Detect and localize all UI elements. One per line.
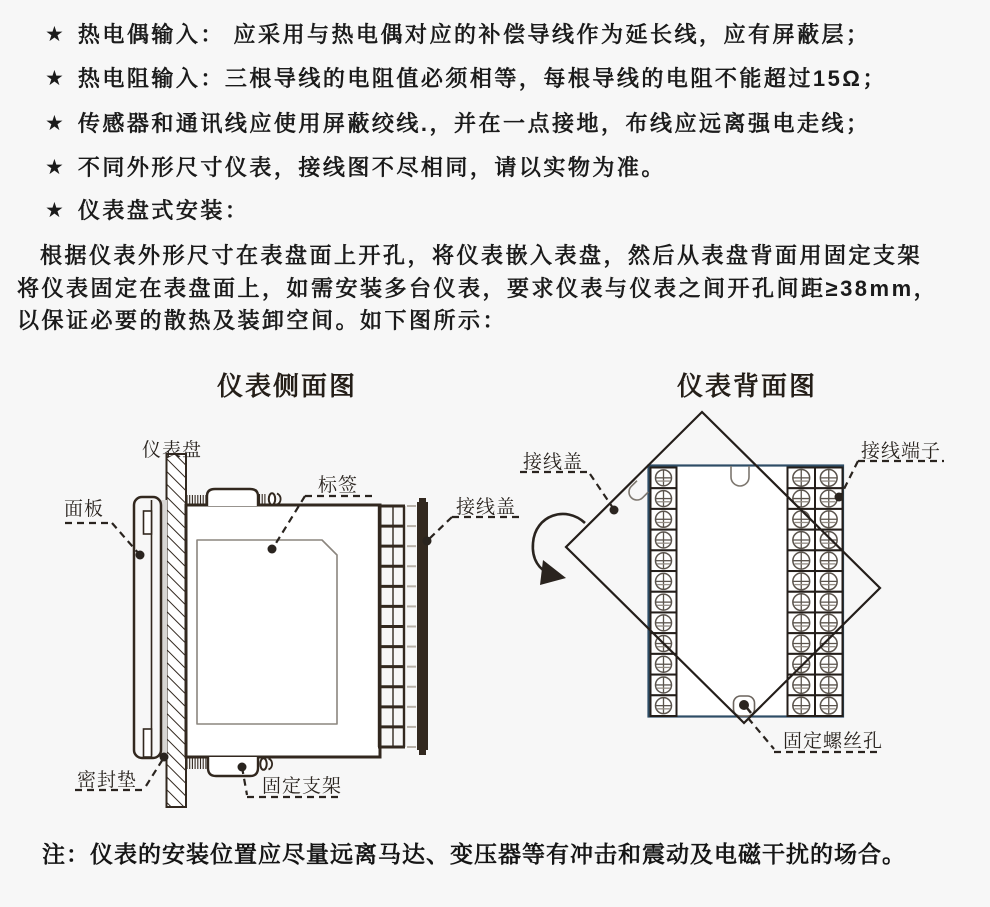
bullet-text: 热电阻输入：三根导线的电阻值必须相等，每根导线的电阻不能超过15Ω；	[77, 66, 887, 91]
bezel-clip-top	[144, 511, 152, 534]
label-gasket: 密封垫	[77, 770, 138, 791]
cover-bar-nub-bottom	[419, 750, 426, 755]
terminal-column-left	[651, 468, 677, 717]
bottom-screw-tip	[269, 759, 273, 770]
back-view-figure	[520, 412, 944, 752]
bullet-text: 仪表盘式安装：	[77, 198, 250, 223]
label-tag: 标签	[318, 475, 359, 496]
star-bullet-icon: ★	[45, 199, 64, 222]
top-bracket-screw-thread	[260, 494, 265, 505]
star-bullet-icon: ★	[45, 156, 64, 179]
bullet-item	[45, 198, 249, 224]
label-wiring-cover-side: 接线盖	[456, 497, 517, 518]
install-paragraph-line: 根据仪表外形尺寸在表盘面上开孔，将仪表嵌入表盘，然后从表盘背面用固定支架	[40, 243, 923, 268]
bullet-item	[45, 22, 870, 48]
install-paragraph-line: 将仪表固定在表盘面上，如需安装多台仪表，要求仪表与仪表之间开孔间距≥38mm，	[17, 276, 939, 301]
rear-terminal-strip	[378, 506, 416, 747]
bullet-item	[45, 155, 666, 181]
bullet-item	[45, 66, 887, 92]
star-bullet-icon: ★	[45, 67, 64, 90]
bottom-bracket	[208, 757, 258, 776]
panel-wall	[167, 454, 187, 807]
label-front-panel: 面板	[64, 499, 105, 520]
top-screw-tip	[277, 494, 281, 505]
side-view-title: 仪表侧面图	[217, 372, 358, 401]
rotation-arrow-head	[540, 560, 566, 585]
bezel-clip-bottom	[144, 729, 152, 757]
back-view-title: 仪表背面图	[677, 372, 818, 401]
bullet-item	[45, 111, 870, 137]
footer-note: 注：仪表的安装位置应尽量远离马达、变压器等有冲击和震动及电磁干扰的场合。	[42, 841, 906, 867]
install-paragraph-line: 以保证必要的散热及装卸空间。如下图所示：	[17, 308, 508, 333]
label-wiring-cover-back: 接线盖	[523, 452, 584, 473]
bottom-screw-head	[260, 758, 266, 770]
label-screw-hole: 固定螺丝孔	[783, 731, 884, 752]
top-bracket	[207, 489, 258, 506]
label-bracket: 固定支架	[262, 776, 343, 797]
label-terminal: 接线端子	[861, 441, 942, 462]
label-panel-board: 仪表盘	[142, 440, 203, 461]
bullet-text: 不同外形尺寸仪表，接线图不尽相同，请以实物为准。	[77, 155, 666, 180]
star-bullet-icon: ★	[45, 112, 64, 135]
star-bullet-icon: ★	[45, 23, 64, 46]
bullet-text: 热电偶输入： 应采用与热电偶对应的补偿导线作为延长线，应有屏蔽层；	[77, 22, 871, 47]
top-screw-head	[269, 493, 275, 505]
instrument-body	[186, 505, 380, 757]
bottom-bracket-thread	[187, 758, 206, 769]
rotation-arrow	[533, 514, 585, 573]
bullet-text: 传感器和通讯线应使用屏蔽绞线.，并在一点接地，布线应远离强电走线；	[77, 111, 871, 136]
front-bezel	[134, 497, 161, 758]
cover-bar-nub-top	[419, 498, 426, 502]
